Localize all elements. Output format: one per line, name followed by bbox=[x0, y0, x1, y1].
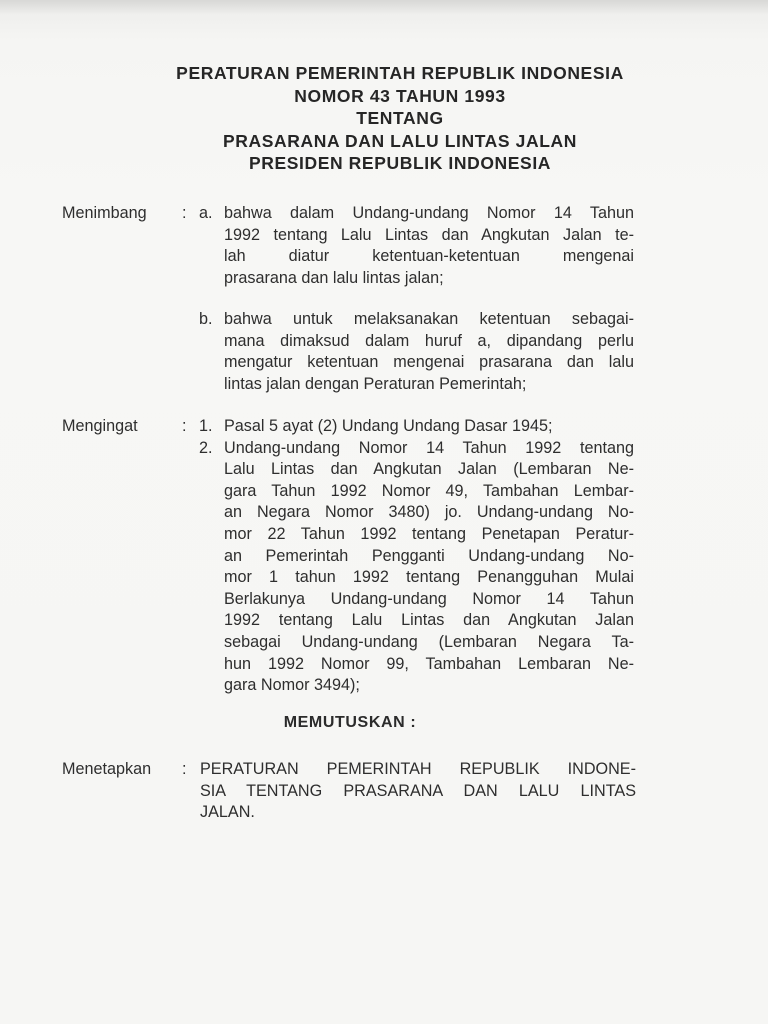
item-marker: 1. bbox=[199, 417, 213, 435]
title-line-number: NOMOR 43 TAHUN 1993 bbox=[294, 85, 506, 106]
text-line: Undang-undang Nomor 14 Tahun 1992 tentang bbox=[224, 438, 634, 457]
item-text bbox=[224, 416, 634, 438]
item-marker: 2. bbox=[199, 438, 213, 457]
text-line: an Negara Nomor 3480) jo. Undang-undang No- bbox=[224, 503, 634, 522]
text-line: gara Nomor 3494); bbox=[224, 676, 360, 695]
text-line: mengatur ketentuan mengenai prasarana dan lalu bbox=[224, 353, 634, 372]
text-line: PERATURAN PEMERINTAH REPUBLIK INDONE- bbox=[200, 760, 636, 778]
item-text bbox=[224, 203, 634, 289]
section-menimbang bbox=[62, 203, 742, 393]
title-line-regulation: PERATURAN PEMERINTAH REPUBLIK INDONESIA bbox=[176, 63, 624, 83]
text-line: sebagai Undang-undang (Lembaran Negara Ta- bbox=[224, 632, 634, 651]
title-line-president: PRESIDEN REPUBLIK INDONESIA bbox=[248, 153, 552, 173]
mengingat-label: Mengingat bbox=[62, 417, 138, 435]
text-line: mana dimaksud dalam huruf a, dipandang perlu bbox=[224, 331, 634, 350]
section-menetapkan bbox=[62, 759, 742, 829]
text-line: Berlakunya Undang-undang Nomor 14 Tahun bbox=[224, 589, 634, 608]
scan-top-edge bbox=[0, 0, 768, 14]
menetapkan-label: Menetapkan bbox=[62, 760, 152, 778]
title-line-about: TENTANG bbox=[356, 108, 444, 128]
text-line: an Pemerintah Pengganti Undang-undang No- bbox=[224, 546, 634, 565]
memutuskan-heading: MEMUTUSKAN : bbox=[283, 714, 417, 731]
text-line: JALAN. bbox=[200, 803, 255, 822]
text-line: SIA TENTANG PRASARANA DAN LALU LINTAS bbox=[200, 781, 636, 800]
text-line: prasarana dan lalu lintas jalan; bbox=[224, 268, 444, 287]
text-line: 1992 tentang Lalu Lintas dan Angkutan Jalan bbox=[224, 611, 634, 630]
text-line: hun 1992 Nomor 99, Tambahan Lembaran Ne- bbox=[224, 654, 634, 673]
menimbang-colon: : bbox=[182, 204, 187, 222]
item-marker: b. bbox=[199, 310, 213, 328]
item-text bbox=[224, 309, 634, 395]
text-line: lah diatur ketentuan-ketentuan mengenai bbox=[224, 247, 634, 266]
menimbang-label: Menimbang bbox=[62, 204, 147, 222]
title-line-subject: PRASARANA DAN LALU LINTAS JALAN bbox=[222, 130, 577, 151]
mengingat-colon: : bbox=[182, 417, 187, 435]
menetapkan-colon: : bbox=[182, 760, 187, 778]
text-line: Lalu Lintas dan Angkutan Jalan (Lembaran Ne- bbox=[224, 460, 634, 479]
text-line: mor 1 tahun 1992 tentang Penangguhan Mulai bbox=[224, 568, 634, 587]
text-line: mor 22 Tahun 1992 tentang Penetapan Peratur- bbox=[224, 524, 634, 543]
text-line: 1992 tentang Lalu Lintas dan Angkutan Jalan te- bbox=[224, 225, 634, 244]
text-line: Pasal 5 ayat (2) Undang Undang Dasar 1945; bbox=[224, 417, 553, 435]
section-mengingat bbox=[62, 416, 742, 696]
text-line: bahwa untuk melaksanakan ketentuan sebagai- bbox=[224, 310, 634, 328]
item-marker: a. bbox=[199, 204, 213, 222]
text-line: bahwa dalam Undang-undang Nomor 14 Tahun bbox=[224, 204, 634, 222]
item-text bbox=[224, 438, 634, 697]
document-title bbox=[60, 62, 740, 175]
text-line: gara Tahun 1992 Nomor 49, Tambahan Lembar- bbox=[224, 481, 634, 500]
text-line: lintas jalan dengan Peraturan Pemerintah; bbox=[224, 374, 527, 393]
menetapkan-text bbox=[200, 759, 636, 824]
